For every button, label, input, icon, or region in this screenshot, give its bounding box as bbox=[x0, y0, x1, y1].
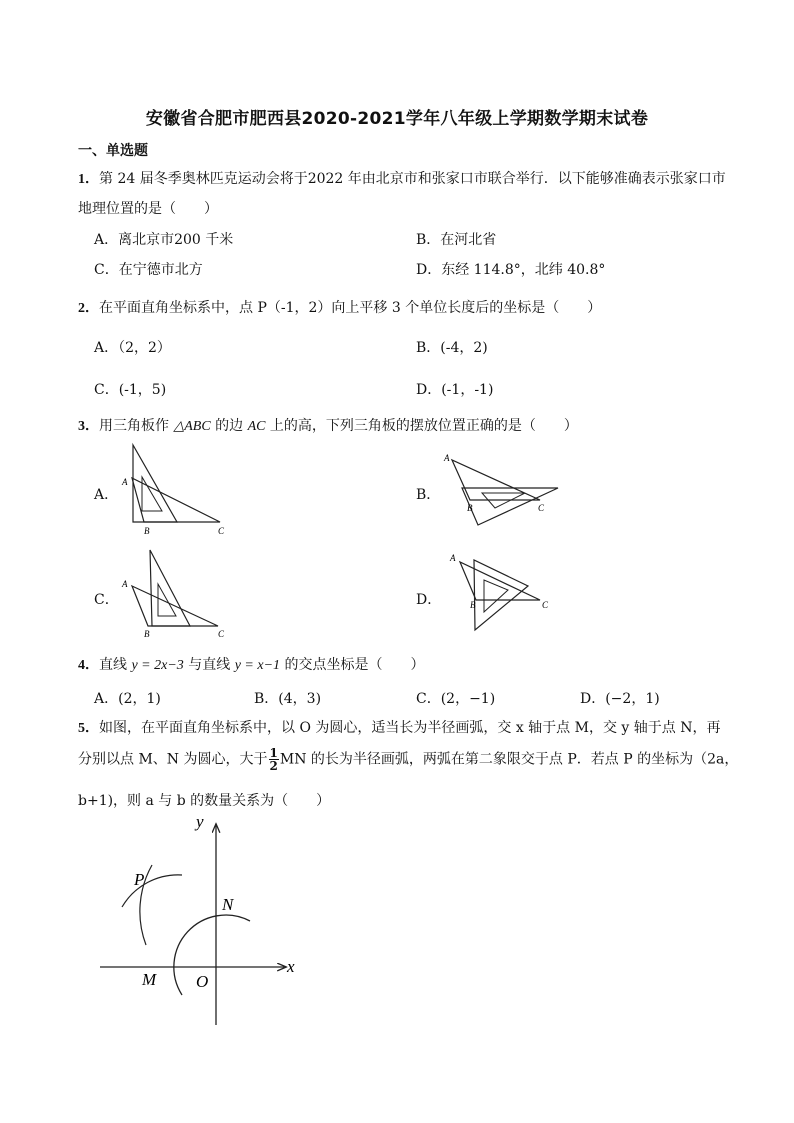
side-ac-symbol: AC bbox=[247, 419, 266, 434]
fraction-one-half bbox=[269, 747, 279, 772]
section-heading-single-choice: 一、单选题 bbox=[78, 143, 148, 159]
figure-a-label-a: A bbox=[122, 477, 128, 487]
arc-centered-o bbox=[174, 915, 250, 995]
y-axis-label: y bbox=[196, 812, 204, 831]
figure-d-label-b: B bbox=[470, 600, 476, 610]
figure-c-triangle-abc bbox=[132, 586, 218, 626]
question-4-text-mid: 与直线 bbox=[183, 657, 235, 673]
figure-c-label-c: C bbox=[218, 629, 225, 639]
question-3-option-c-label[interactable]: C． bbox=[94, 592, 119, 608]
figure-b-label-a: A bbox=[444, 453, 450, 463]
question-5-line-1 bbox=[78, 717, 720, 737]
figure-a-triangle-ruler bbox=[133, 445, 177, 522]
origin-o-label: O bbox=[196, 972, 209, 991]
equation-line-2: y = x−1 bbox=[234, 658, 281, 673]
question-4-line bbox=[78, 654, 424, 674]
arc-centered-n bbox=[122, 875, 182, 907]
question-1-number: 1． bbox=[78, 172, 99, 187]
figure-c-label-b: B bbox=[144, 629, 150, 639]
page-title: 安徽省合肥市肥西县2020-2021学年八年级上学期数学期末试卷 bbox=[145, 109, 649, 129]
question-3-line bbox=[78, 415, 578, 435]
question-3-option-a-label[interactable]: A． bbox=[94, 487, 119, 503]
figure-a-label-c: C bbox=[218, 526, 225, 536]
equation-line-1: y = 2x−3 bbox=[131, 658, 184, 673]
question-1-option-b[interactable]: B．在河北省 bbox=[416, 232, 497, 248]
figure-a-triangle-abc bbox=[132, 478, 220, 522]
question-4-option-c[interactable]: C．(2，−1) bbox=[416, 691, 496, 707]
question-3-figure-a[interactable] bbox=[120, 445, 230, 540]
question-3-text-mid: 的边 bbox=[210, 418, 248, 434]
question-2-option-b[interactable]: B．(-4，2) bbox=[416, 340, 488, 356]
figure-d-triangle-abc bbox=[460, 562, 540, 600]
question-5-text-1: 如图，在平面直角坐标系中，以 O 为圆心，适当长为半径画弧，交 x 轴于点 M，交 y 轴于点 N，再 bbox=[99, 720, 721, 736]
question-2-text: 在平面直角坐标系中，点 P（-1，2）向上平移 3 个单位长度后的坐标是（ ） bbox=[99, 300, 602, 316]
question-1-text: 第 24 届冬季奥林匹克运动会将于2022 年由北京市和张家口市联合举行．以下能够准确表示张家口市 bbox=[99, 171, 726, 187]
figure-d-triangle-ruler bbox=[474, 560, 528, 630]
question-5-text-2-pre: 分别以点 M、N 为圆心，大于 bbox=[78, 751, 268, 768]
question-1-line-2: 地理位置的是（ ） bbox=[78, 201, 218, 217]
point-m-label: M bbox=[142, 970, 157, 989]
question-2-option-c[interactable]: C．(-1，5) bbox=[94, 382, 167, 398]
figure-d-label-a: A bbox=[450, 553, 456, 563]
question-3-figure-d[interactable] bbox=[440, 550, 565, 640]
figure-c-label-a: A bbox=[122, 579, 128, 589]
figure-b-label-c: C bbox=[538, 503, 545, 513]
question-3-option-b-label[interactable]: B． bbox=[416, 487, 441, 503]
question-1-option-a[interactable]: A．离北京市200 千米 bbox=[94, 232, 234, 248]
question-4-text-pre: 直线 bbox=[99, 657, 132, 673]
figure-a-label-b: B bbox=[144, 526, 150, 536]
point-p-label: P bbox=[134, 870, 145, 889]
question-3-text-post: 上的高，下列三角板的摆放位置正确的是（ ） bbox=[265, 418, 578, 434]
figure-d-label-c: C bbox=[542, 600, 549, 610]
question-4-option-d[interactable]: D．(−2，1) bbox=[580, 691, 660, 707]
question-5-line-3: b+1)，则 a 与 b 的数量关系为（ ） bbox=[78, 793, 331, 809]
question-4-option-a[interactable]: A．(2，1) bbox=[94, 691, 161, 707]
question-5-line-2 bbox=[78, 747, 738, 772]
question-1-line-1 bbox=[78, 168, 726, 188]
point-n-label: N bbox=[222, 895, 234, 914]
question-2-option-a[interactable]: A．（2，2） bbox=[94, 340, 171, 356]
question-2-number: 2． bbox=[78, 301, 99, 316]
question-5-text-2-post: MN 的长为半径画弧，两弧在第二象限交于点 P．若点 P 的坐标为（2a， bbox=[279, 751, 739, 768]
question-4-option-b[interactable]: B．(4，3) bbox=[254, 691, 322, 707]
question-3-text-pre: 用三角板作 bbox=[99, 418, 174, 434]
figure-b-label-b: B bbox=[467, 503, 473, 513]
question-3-figure-c[interactable] bbox=[118, 550, 233, 640]
question-5-number: 5． bbox=[78, 721, 99, 736]
question-2-line bbox=[78, 297, 601, 317]
question-4-number: 4． bbox=[78, 658, 99, 673]
figure-a-ruler-hole bbox=[142, 477, 162, 511]
question-1-option-d[interactable]: D．东经 114.8°，北纬 40.8° bbox=[416, 262, 606, 278]
figure-c-triangle-ruler bbox=[150, 550, 190, 626]
question-3-figure-b[interactable] bbox=[440, 450, 570, 530]
fraction-numerator: 1 bbox=[269, 746, 278, 760]
figure-d-ruler-hole bbox=[484, 580, 508, 612]
x-axis-label: x bbox=[287, 957, 295, 976]
question-5-coordinate-figure[interactable] bbox=[100, 812, 310, 1030]
question-3-number: 3． bbox=[78, 419, 99, 434]
question-4-text-post: 的交点坐标是（ ） bbox=[280, 657, 425, 673]
question-1-option-c[interactable]: C．在宁德市北方 bbox=[94, 262, 203, 278]
question-2-option-d[interactable]: D．(-1，-1) bbox=[416, 382, 494, 398]
question-3-option-d-label[interactable]: D． bbox=[416, 592, 442, 608]
fraction-denominator: 2 bbox=[269, 759, 278, 773]
triangle-abc-symbol: △ABC bbox=[173, 419, 211, 434]
